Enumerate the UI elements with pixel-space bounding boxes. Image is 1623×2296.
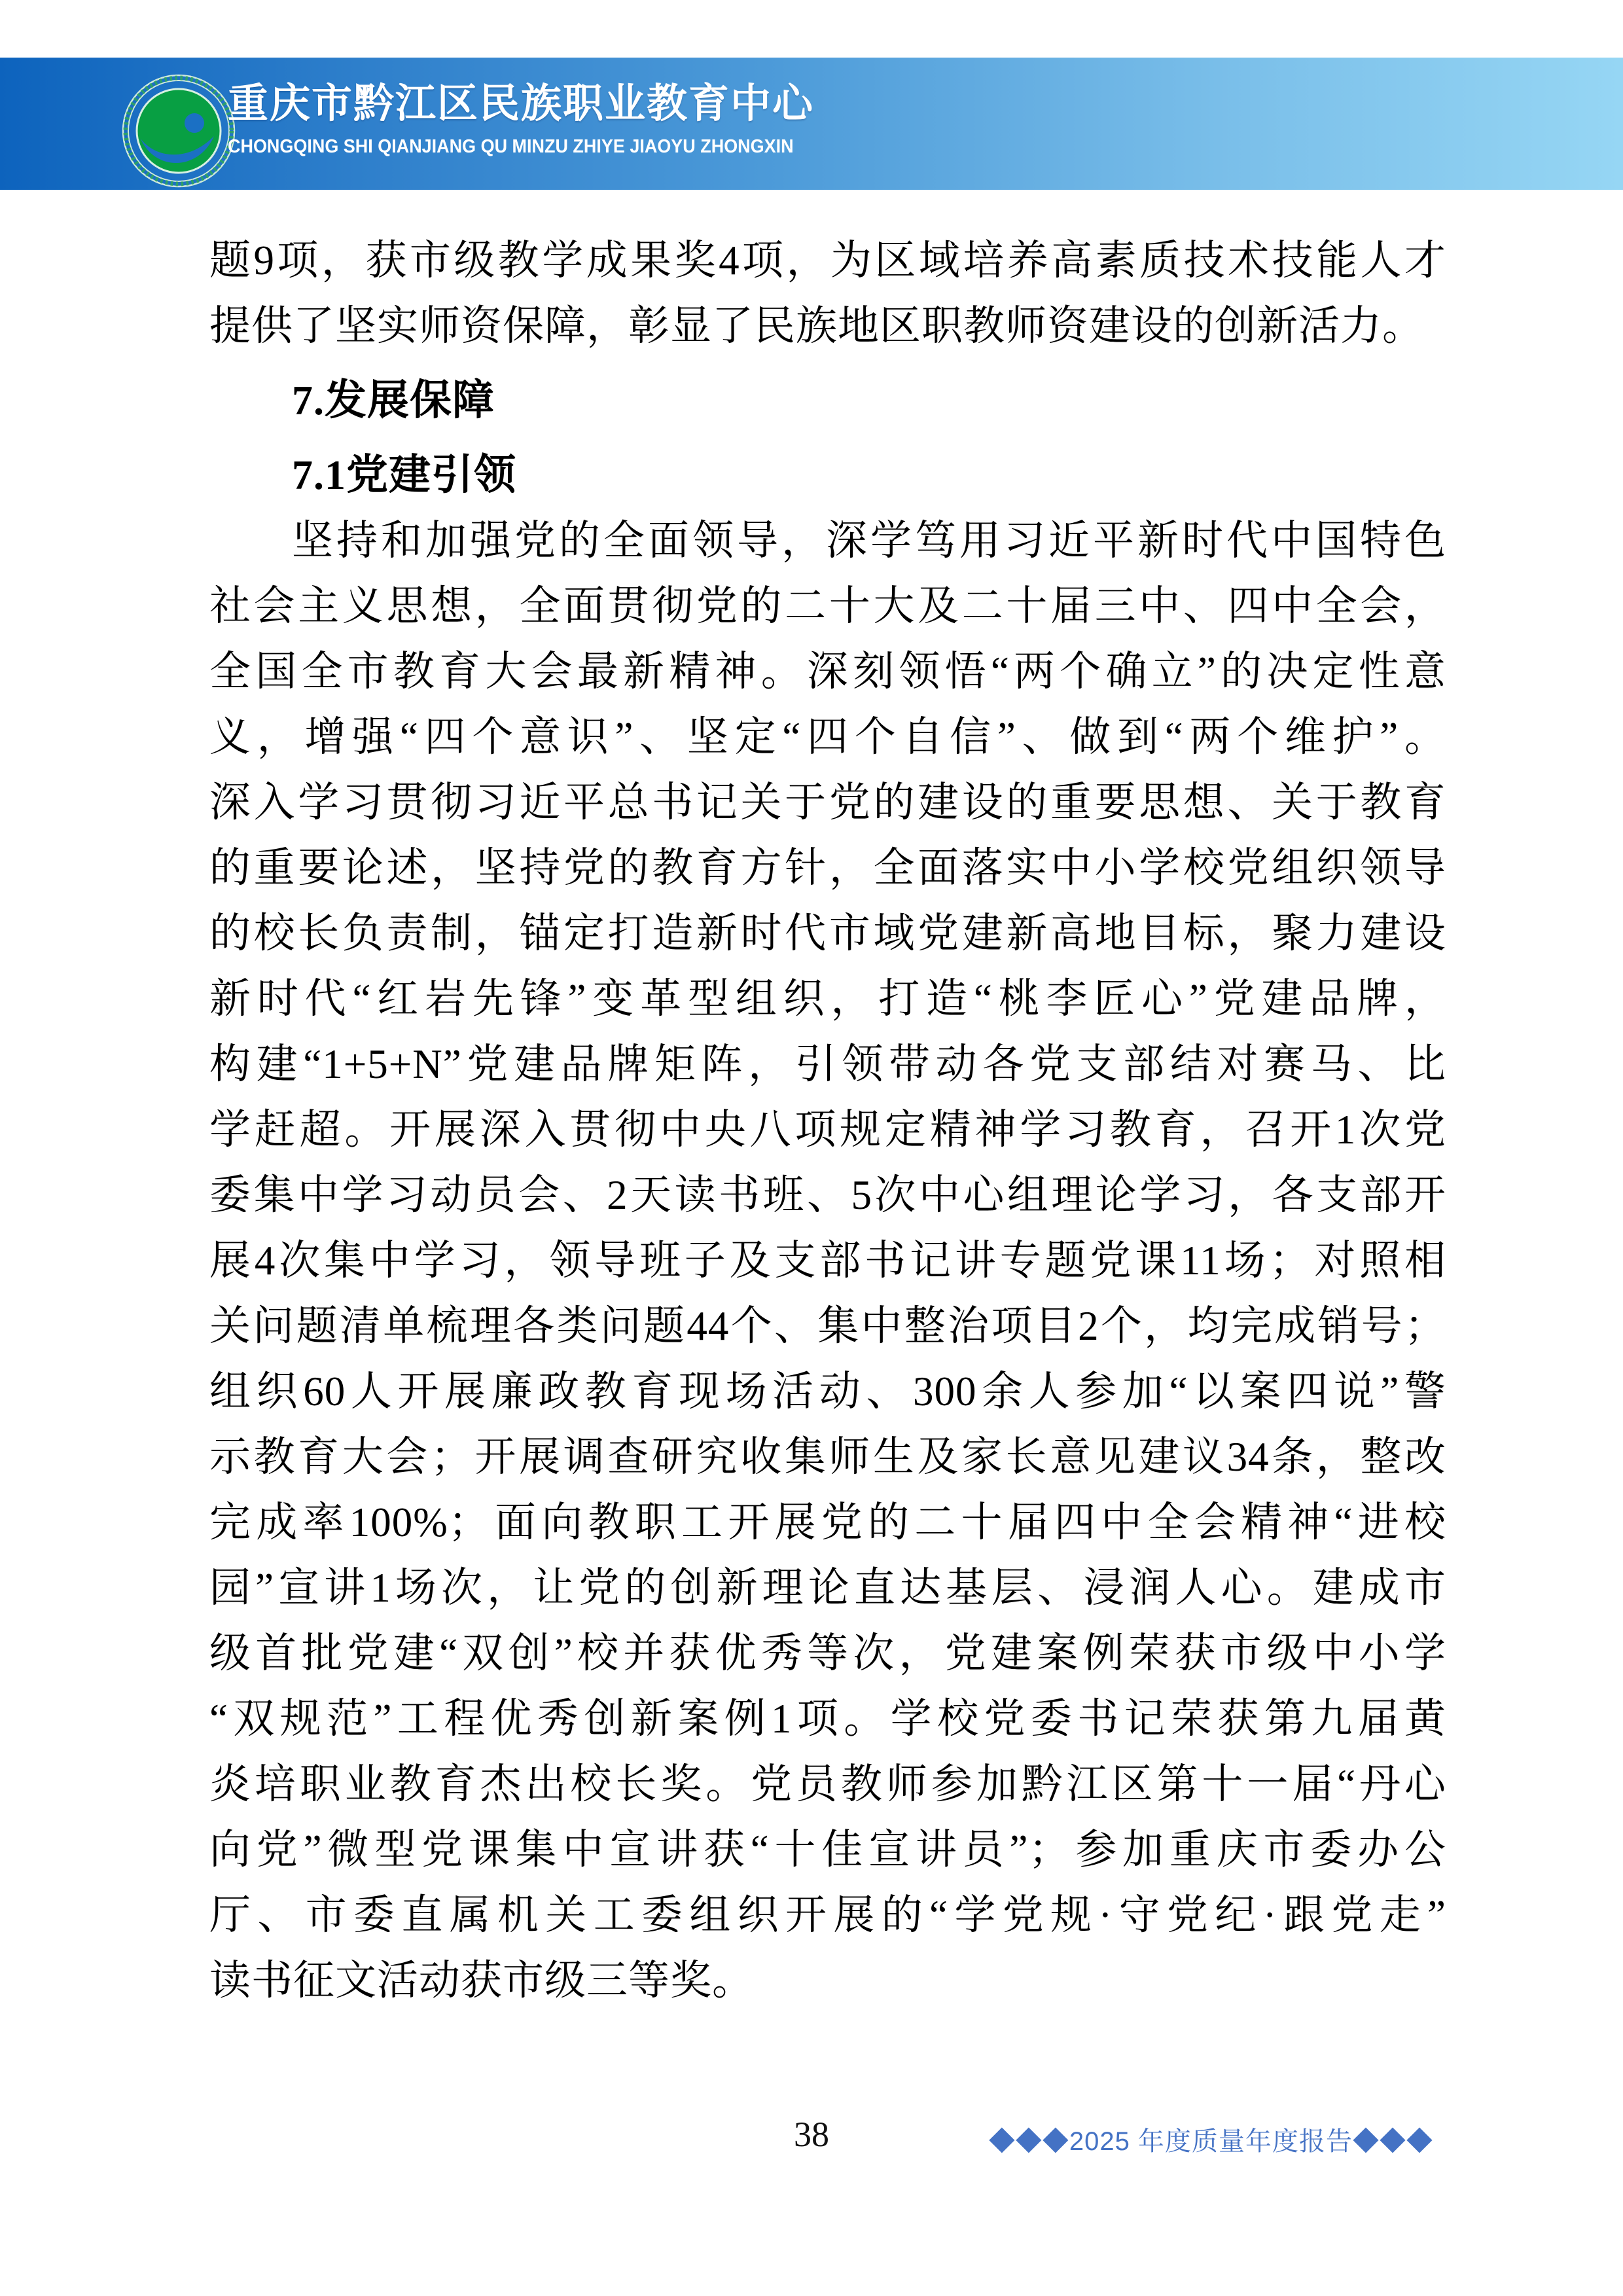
text-line: 深入学习贯彻习近平总书记关于党的建设的重要思想、关于教育	[209, 780, 1446, 825]
text-line: 社会主义思想，全面贯彻党的二十大及二十届三中、四中全会，	[209, 583, 1446, 629]
footer-report-title: ◆◆◆2025 年度质量年度报告◆◆◆	[988, 2127, 1433, 2156]
text-line: 炎培职业教育杰出校长奖。党员教师参加黔江区第十一届“丹心	[209, 1761, 1446, 1807]
document-body	[209, 228, 1446, 2013]
text-line: 展4次集中学习，领导班子及支部书记讲专题党课11场；对照相	[209, 1238, 1446, 1283]
text-line: 提供了坚实师资保障，彰显了民族地区职教师资建设的创新活力。	[209, 303, 1424, 349]
text-line: 级首批党建“双创”校并获优秀等次，党建案例荣获市级中小学	[209, 1630, 1446, 1676]
text-line: 的重要论述，坚持党的教育方针，全面落实中小学校党组织领导	[209, 845, 1446, 891]
school-logo	[121, 73, 236, 188]
text-line: 示教育大会；开展调查研究收集师生及家长意见建议34条，整改	[209, 1434, 1446, 1480]
text-line: 全国全市教育大会最新精神。深刻领悟“两个确立”的决定性意	[209, 649, 1446, 694]
text-line: 坚持和加强党的全面领导，深学笃用习近平新时代中国特色	[292, 518, 1446, 564]
school-name: 重庆市黔江区民族职业教育中心	[228, 81, 815, 126]
text-line: 义，增强“四个意识”、坚定“四个自信”、做到“两个维护”。	[209, 714, 1446, 760]
text-line: 新时代“红岩先锋”变革型组织，打造“桃李匠心”党建品牌，	[209, 976, 1446, 1022]
header-titles	[228, 82, 836, 158]
text-line: 构建“1+5+N”党建品牌矩阵，引领带动各党支部结对赛马、比	[209, 1041, 1446, 1087]
text-line: 组织60人开展廉政教育现场活动、300余人参加“以案四说”警	[209, 1369, 1446, 1414]
section-heading: 7.发展保障	[292, 377, 495, 423]
header-band	[0, 58, 1623, 190]
school-name-pinyin: CHONGQING SHI QIANJIANG QU MINZU ZHIYE JIAOYU ZHONGXIN	[228, 136, 794, 157]
text-line: 读书征文活动获市级三等奖。	[209, 1958, 754, 2003]
main-paragraph	[209, 508, 1446, 2013]
text-line: 的校长负责制，锚定打造新时代市域党建新高地目标，聚力建设	[209, 910, 1446, 956]
text-line: 向党”微型党课集中宣讲获“十佳宣讲员”；参加重庆市委办公	[209, 1827, 1446, 1873]
text-line: 学赶超。开展深入贯彻中央八项规定精神学习教育，召开1次党	[209, 1107, 1446, 1153]
text-line: 关问题清单梳理各类问题44个、集中整治项目2个，均完成销号；	[209, 1303, 1446, 1349]
text-line: 完成率100%；面向教职工开展党的二十届四中全会精神“进校	[209, 1499, 1446, 1545]
subsection-heading: 7.1党建引领	[292, 452, 516, 498]
text-line: 厅、市委直属机关工委组织开展的“学党规·守党纪·跟党走”	[209, 1892, 1446, 1938]
page-number: 38	[794, 2115, 829, 2154]
text-line: 题9项，获市级教学成果奖4项，为区域培养高素质技术技能人才	[209, 238, 1446, 283]
school-emblem-icon	[121, 73, 236, 188]
text-line: 委集中学习动员会、2天读书班、5次中心组理论学习，各支部开	[209, 1172, 1446, 1218]
text-line: “双规范”工程优秀创新案例1项。学校党委书记荣获第九届黄	[209, 1696, 1446, 1742]
text-line: 园”宣讲1场次，让党的创新理论直达基层、浸润人心。建成市	[209, 1565, 1446, 1611]
intro-paragraph	[209, 228, 1446, 359]
